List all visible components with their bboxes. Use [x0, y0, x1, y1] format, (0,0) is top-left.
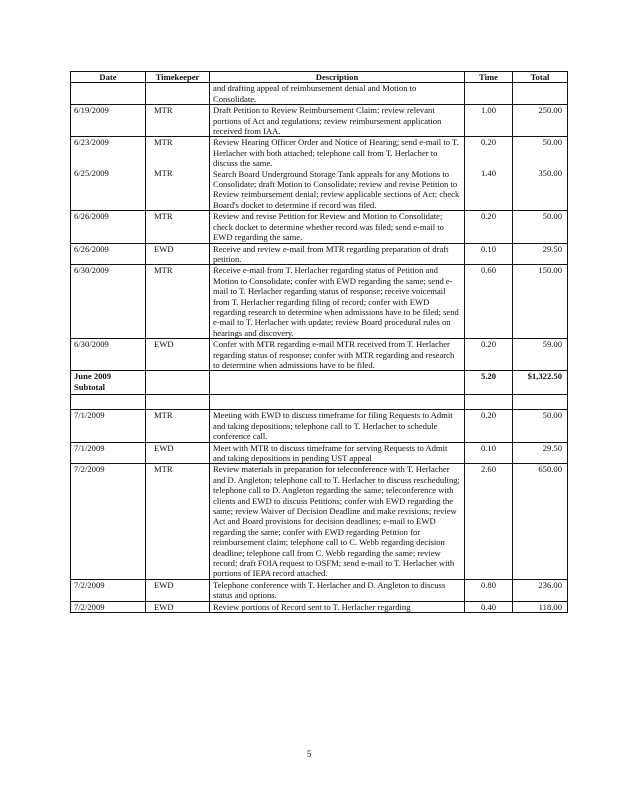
table-row: [71, 339, 568, 371]
entry-description: Review materials in preparation for teleconference with T. Herlacher and D. Angleton; telephone call to T. Herlacher to discuss rescheduling; telephone call to D. Angleton regarding the same; teleconference with clients and EWD to discuss Petitions; confer with EWD regarding the same; review Waiver of Decision Deadline and make revisions; review Act and Board provisions for decision deadlines; e-mail to EWD regarding the same; confer with EWD regarding Petition for reimbursement claim; telephone call to C. Webb regarding decision deadline; telephone call from C. Webb regarding the same; review record; draft FOIA request to OSFM; send e-mail to T. Herlacher with portions of IEPA record attached.: [210, 464, 465, 579]
subtotal-row: [71, 371, 568, 395]
header-time: Time: [465, 72, 513, 83]
entry-date: 7/2/2009: [71, 579, 146, 601]
entry-time: 0.20: [465, 211, 513, 243]
entry-description: Search Board Underground Storage Tank appeals for any Motions to Consolidate; draft Motion to Consolidate; review and revise Petition to Review reimbursement denial; review applicable sections of Act; check Board's docket to determine if record was filed.: [213, 168, 460, 210]
entry-time: 0.40: [465, 601, 513, 612]
header-date: Date: [71, 72, 146, 83]
entry-description: Receive e-mail from T. Herlacher regarding status of Petition and Motion to Consolidate; confer with EWD regarding the same; send e-mail to T. Herlacher regarding status of response; receive voicemail from T. Herlacher regarding filing of record; confer with EWD regarding research to determine when admissions have to be filed; send e-mail to T. Herlacher with update; review Board procedural rules on hearings and discovery.: [210, 265, 465, 339]
entry-description: Review portions of Record sent to T. Herlacher regarding: [210, 601, 465, 612]
entry-time: 1.00: [465, 105, 513, 137]
entry-total: 50.00: [542, 137, 562, 148]
header-total: Total: [513, 72, 568, 83]
entry-timekeeper: MTR: [146, 464, 210, 579]
entry-date: 6/30/2009: [71, 265, 146, 339]
entry-timekeeper: MTR: [154, 137, 173, 148]
entry-date: 7/2/2009: [71, 601, 146, 612]
entry-total: 59.00: [513, 339, 568, 371]
table-row: [71, 442, 568, 464]
entry-description: Confer with MTR regarding e-mail MTR received from T. Herlacher regarding status of response; confer with MTR regarding and research to determine when admissions have to be filed.: [210, 339, 465, 371]
entry-time: 1.40: [480, 167, 497, 178]
entry-date: 7/2/2009: [71, 464, 146, 579]
header-description: Description: [210, 72, 465, 83]
entry-date: 6/30/2009: [71, 339, 146, 371]
entry-total: 29.50: [513, 243, 568, 265]
entry-date: 6/26/2009: [71, 243, 146, 265]
entry-description: Receive and review e-mail from MTR regarding preparation of draft petition.: [210, 243, 465, 265]
entry-date: 6/25/2009: [74, 167, 109, 178]
subtotal-time: 5.20: [465, 371, 513, 395]
entry-date: 6/23/2009: [74, 137, 109, 148]
billing-table: [70, 71, 568, 613]
table-row: [71, 464, 568, 579]
entry-timekeeper: MTR: [146, 211, 210, 243]
entry-total: 236.00: [513, 579, 568, 601]
entry-timekeeper: EWD: [146, 243, 210, 265]
spacer-row: [71, 395, 568, 410]
subtotal-label: June 2009 Subtotal: [71, 371, 146, 395]
entry-time: 0.20: [465, 410, 513, 442]
entry-description: Telephone conference with T. Herlacher and D. Angleton to discuss status and options.: [210, 579, 465, 601]
header-row: [71, 72, 568, 83]
billing-sheet: [70, 71, 567, 613]
entry-total: 29.50: [513, 442, 568, 464]
entry-total: 50.00: [513, 410, 568, 442]
entry-description: Meet with MTR to discuss timeframe for serving Requests to Admit and taking depositions in pending UST appeal: [210, 442, 465, 464]
entry-description: Meeting with EWD to discuss timeframe for filing Requests to Admit and taking depositions; telephone call to T. Herlacher to schedule conference call.: [210, 410, 465, 442]
entry-timekeeper: EWD: [146, 339, 210, 371]
entry-time: 2.60: [465, 464, 513, 579]
entry-date: 6/19/2009: [71, 105, 146, 137]
entry-timekeeper: MTR: [146, 410, 210, 442]
entry-timekeeper: MTR: [154, 167, 173, 178]
entry-timekeeper: MTR: [146, 265, 210, 339]
entry-total: 150.00: [513, 265, 568, 339]
entry-date: 6/26/2009: [71, 211, 146, 243]
table-row: [71, 601, 568, 612]
entry-time: 0.60: [465, 265, 513, 339]
entry-timekeeper: MTR: [146, 105, 210, 137]
table-row: [71, 410, 568, 442]
entry-timekeeper: EWD: [146, 601, 210, 612]
subtotal-total: $1,322.50: [513, 371, 568, 395]
entry-total: 250.00: [513, 105, 568, 137]
page-number: 5: [306, 749, 312, 759]
entry-total: 350.00: [538, 167, 562, 178]
header-timekeeper: Timekeeper: [146, 72, 210, 83]
entry-description: Draft Petition to Review Reimbursement Claim; review relevant portions of Act and regulations; review reimbursement application received from IAA.: [210, 105, 465, 137]
entry-time: 0.80: [465, 579, 513, 601]
carryover-description: and drafting appeal of reimbursement denial and Motion to Consolidate.: [210, 83, 465, 105]
entry-timekeeper: EWD: [146, 442, 210, 464]
table-row: [71, 243, 568, 265]
table-row: [71, 137, 568, 211]
entry-total: 50.00: [513, 211, 568, 243]
entry-total: 650.00: [513, 464, 568, 579]
entry-description: Review and revise Petition for Review and Motion to Consolidate; check docket to determine whether record was filed; send e-mail to EWD regarding the same.: [210, 211, 465, 243]
table-row: [71, 211, 568, 243]
table-row: [71, 579, 568, 601]
carryover-row: [71, 83, 568, 105]
entry-time: 0.10: [465, 442, 513, 464]
entry-timekeeper: EWD: [146, 579, 210, 601]
table-row: [71, 265, 568, 339]
entry-description: Review Hearing Officer Order and Notice of Hearing; send e-mail to T. Herlacher with both attached; telephone call from T. Herlacher to discuss the same.: [213, 137, 459, 169]
entry-time: 0.20: [465, 339, 513, 371]
table-row: [71, 105, 568, 137]
entry-time: 0.20: [480, 137, 497, 148]
entry-total: 118.00: [513, 601, 568, 612]
entry-time: 0.10: [465, 243, 513, 265]
entry-date: 7/1/2009: [71, 442, 146, 464]
entry-date: 7/1/2009: [71, 410, 146, 442]
